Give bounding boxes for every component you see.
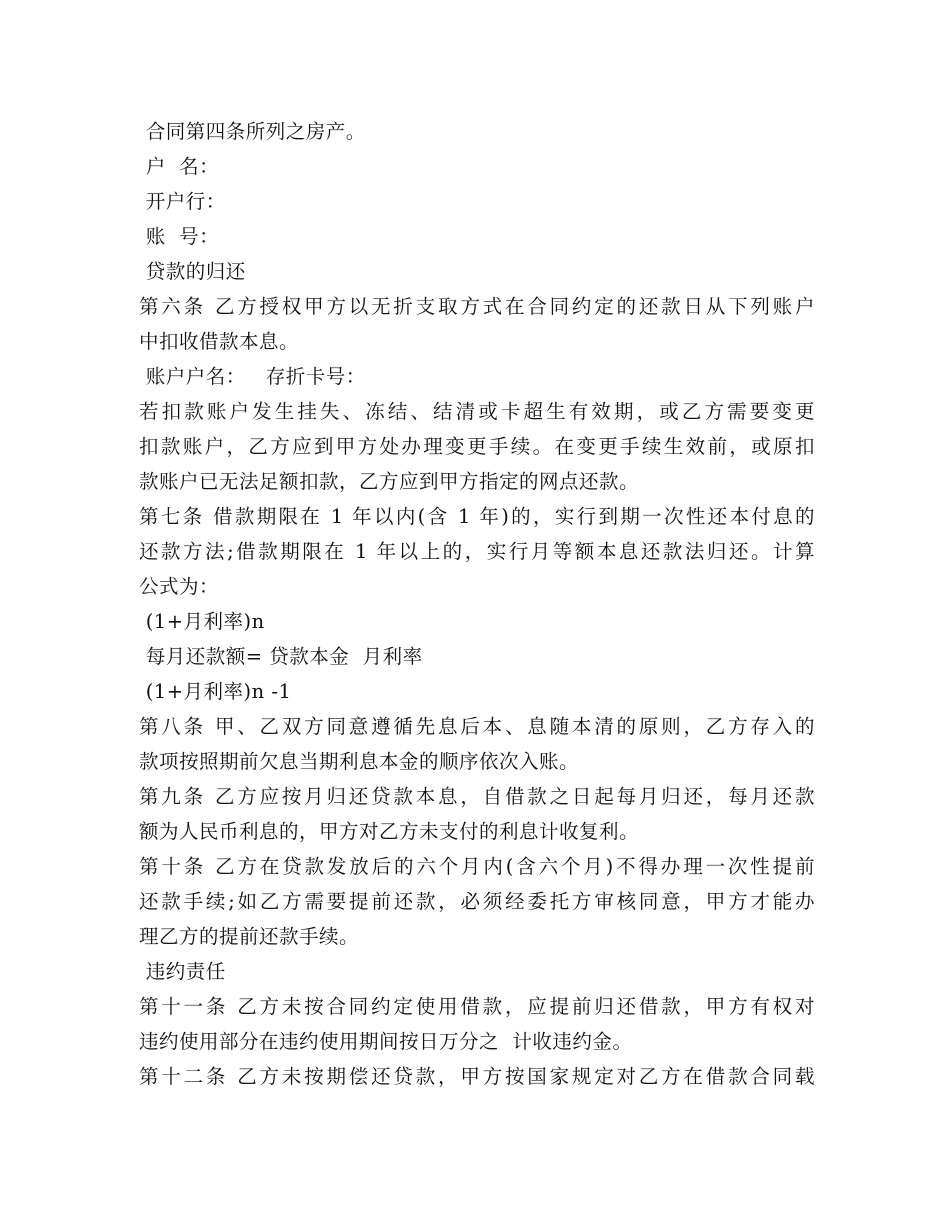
text-line: 还款方法;借款期限在 1 年以上的，实行月等额本息还款法归还。计算: [139, 540, 815, 563]
text-line: 款账户已无法足额扣款，乙方应到甲方指定的网点还款。: [139, 470, 640, 493]
text-line: 第七条 借款期限在 1 年以内(含 1 年)的，实行到期一次性还本付息的: [139, 505, 815, 528]
text-line: 第十二条 乙方未按期偿还贷款，甲方按国家规定对乙方在借款合同载: [139, 1065, 815, 1088]
text-line: 若扣款账户发生挂失、冻结、结清或卡超生有效期，或乙方需要变更: [139, 400, 815, 423]
text-line: 第九条 乙方应按月归还贷款本息，自借款之日起每月归还，每月还款: [139, 785, 815, 808]
text-line: 账户户名： 存折卡号：: [139, 365, 366, 388]
text-line: 第八条 甲、乙双方同意遵循先息后本、息随本清的原则，乙方存入的: [139, 715, 815, 738]
text-line: 额为人民币利息的，甲方对乙方未支付的利息计收复利。: [139, 820, 640, 843]
text-line: 违约使用部分在违约使用期间按日万分之 计收违约金。: [139, 1030, 633, 1053]
text-line: 开户行：: [139, 190, 226, 213]
section-heading: 贷款的归还: [139, 260, 246, 283]
formula-line: (1+月利率)n: [139, 610, 265, 633]
text-line: 第十一条 乙方未按合同约定使用借款，应提前归还借款，甲方有权对: [139, 995, 815, 1018]
document-body: [139, 114, 815, 1094]
text-line: 合同第四条所列之房产。: [139, 120, 366, 143]
text-line: 理乙方的提前还款手续。: [139, 925, 360, 948]
formula-line: 每月还款额= 贷款本金 月利率: [139, 645, 423, 668]
text-line: 扣款账户，乙方应到甲方处办理变更手续。在变更手续生效前，或原扣: [139, 435, 815, 458]
section-heading: 违约责任: [139, 960, 226, 983]
text-line: 还款手续;如乙方需要提前还款，必须经委托方审核同意，甲方才能办: [139, 890, 815, 913]
text-line: 第六条 乙方授权甲方以无折支取方式在合同约定的还款日从下列账户: [139, 295, 815, 318]
text-line: 中扣收借款本息。: [139, 330, 300, 353]
text-line: 第十条 乙方在贷款发放后的六个月内(含六个月)不得办理一次性提前: [139, 855, 815, 878]
text-line: 账 号：: [139, 225, 220, 248]
text-line: 公式为：: [139, 575, 220, 598]
formula-line: (1+月利率)n -1: [139, 680, 292, 703]
text-line: 款项按照期前欠息当期利息本金的顺序依次入账。: [139, 750, 580, 773]
text-line: 户 名：: [139, 155, 220, 178]
